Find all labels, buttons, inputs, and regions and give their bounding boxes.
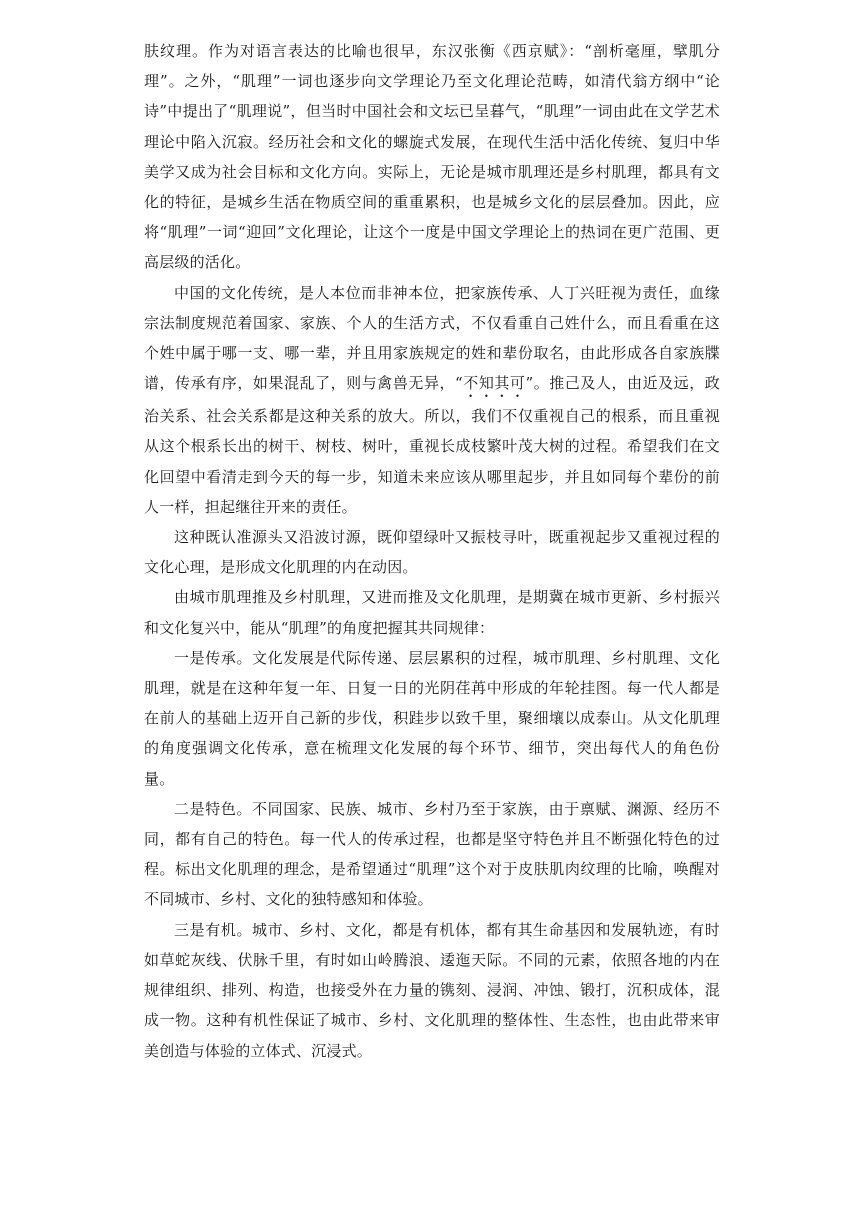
document-page <box>144 36 720 1066</box>
paragraph-organic: 三是有机。城市、乡村、文化，都是有机体，都有其生命基因和发展轨迹，有时如草蛇灰线、伏脉千里，有时如山岭腾浪、逶迤天际。不同的元素，依照各地的内在规律组织、排列、构造，也接受外在力量的镌刻、浸润、冲蚀、锻打，沉积成体，混成一物。这种有机性保证了城市、乡村、文化肌理的整体性、生态性，也由此带来审美创造与体验的立体式、沉浸式。 <box>144 920 720 1060</box>
emphasized-phrase: 不知其可 <box>462 374 526 393</box>
paragraph-inheritance: 一是传承。文化发展是代际传递、层层累积的过程，城市肌理、乡村肌理、文化肌理，就是在这种年复一年、日复一日的光阴荏苒中形成的年轮挂图。每一代人都是在前人的基础上迈开自己新的步伐，积跬步以致千里，聚细壤以成泰山。从文化肌理的角度强调文化传承，意在梳理文化发展的每个环节、细节，突出每代人的角色份量。 <box>144 648 720 788</box>
paragraph-text: 中国的文化传统，是人本位而非神本位，把家族传承、人丁兴旺视为责任，血缘宗法制度规范着国家、家族、个人的生活方式，不仅看重自己姓什么，而且看重在这个姓中属于哪一支、哪一辈，并且用家族规定的姓和辈份取名，由此形成各自家族牒谱，传承有序，如果混乱了，则与禽兽无异，“ <box>144 283 720 393</box>
paragraph-continued: 肤纹理。作为对语言表达的比喻也很早，东汉张衡《西京赋》：“剖析毫厘，擘肌分理”。之外，“肌理”一词也逐步向文学理论乃至文化理论范畴，如清代翁方纲中“论诗”中提出了“肌理说”，但当时中国社会和文坛已呈暮气，“肌理”一词由此在文学艺术理论中陷入沉寂。经历社会和文化的螺旋式发展，在现代生活中活化传统、复归中华美学又成为社会目标和文化方向。实际上，无论是城市肌理还是乡村肌理，都具有文化的特征，是城乡生活在物质空间的重重累积，也是城乡文化的层层叠加。因此，应将“肌理”一词“迎回”文化理论，让这个一度是中国文学理论上的热词在更广范围、更高层级的活化。 <box>144 42 720 272</box>
paragraph-cultural-tradition <box>144 278 720 522</box>
paragraph-common-rules: 由城市肌理推及乡村肌理，又进而推及文化肌理，是期冀在城市更新、乡村振兴和文化复兴中，能从“肌理”的角度把握其共同规律： <box>144 588 720 637</box>
paragraph-cultural-psychology: 这种既认准源头又沿波讨源，既仰望绿叶又振枝寻叶，既重视起步又重视过程的文化心理，是形成文化肌理的内在动因。 <box>144 528 720 577</box>
paragraph-text: ”。推己及人，由近及远，政治关系、社会关系都是这种关系的放大。所以，我们不仅重视自己的根系，而且重视从这个根系长出的树干、树枝、树叶，重视长成枝繁叶茂大树的过程。希望我们在文化回望中看清走到今天的每一步，知道未来应该从哪里起步，并且如同每个辈份的前人一样，担起继往开来的责任。 <box>144 374 720 516</box>
paragraph-characteristics: 二是特色。不同国家、民族、城市、乡村乃至于家族，由于禀赋、渊源、经历不同，都有自己的特色。每一代人的传承过程，也都是坚守特色并且不断强化特色的过程。标出文化肌理的理念，是希望通过“肌理”这个对于皮肤肌肉纹理的比喻，唤醒对不同城市、乡村、文化的独特感知和体验。 <box>144 799 720 909</box>
